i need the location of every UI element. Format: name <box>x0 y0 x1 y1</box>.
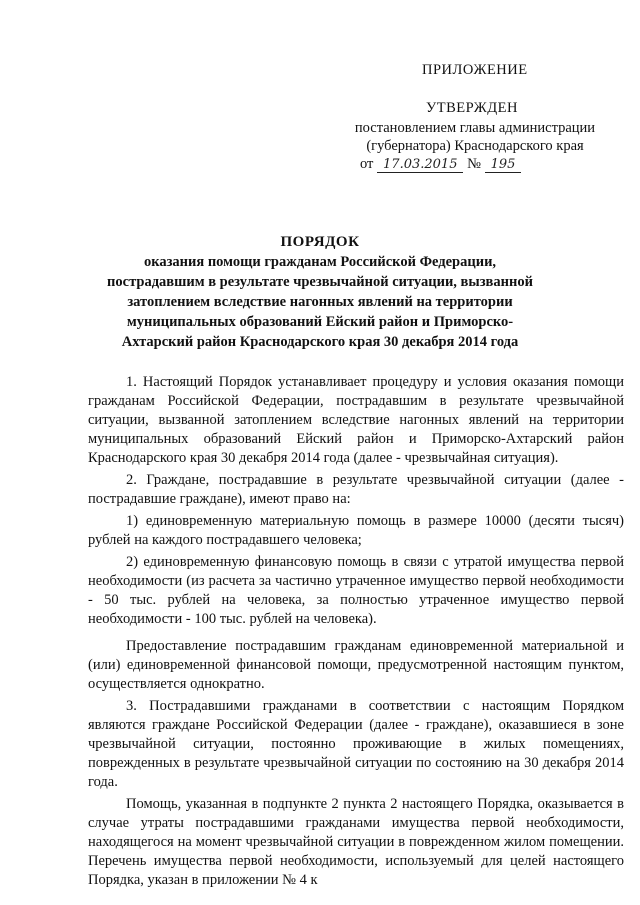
title-line-3: затоплением вследствие нагонных явлений на территории <box>127 294 513 310</box>
paragraph-2-note: Предоставление пострадавшим гражданам единовременной материальной и (или) единовременной финансовой помощи, предусмотренной настоящим пунктом, осуществляется однократно. <box>88 638 624 692</box>
approval-line-1: постановлением главы администрации <box>354 120 596 136</box>
paragraph-2: 2. Граждане, пострадавшие в результате чрезвычайной ситуации (далее - пострадавшие граждане), имеют право на: <box>88 472 624 507</box>
appendix-label: ПРИЛОЖЕНИЕ <box>422 62 528 78</box>
paragraph-1: 1. Настоящий Порядок устанавливает процедуру и условия оказания помощи гражданам Российской Федерации, пострадавшим в результате чрезвычайной ситуации, вызванной затоплением вследствие нагонных явлений на территории муниципальных образований Ейский район и Приморско-Ахтарский район Краснодарского края 30 декабря 2014 года (далее - чрезвычайная ситуация). <box>88 374 624 466</box>
handwritten-date: 17.03.2015 <box>377 157 463 173</box>
number-prefix: № <box>467 156 481 172</box>
title-line-5: Ахтарский район Краснодарского края 30 декабря 2014 года <box>121 334 519 350</box>
approved-label: УТВЕРЖДЕН <box>426 100 518 116</box>
title-main: ПОРЯДОК <box>280 234 360 250</box>
title-line-2: пострадавшим в результате чрезвычайной ситуации, вызванной <box>107 274 533 290</box>
paragraph-3: 3. Пострадавшими гражданами в соответствии с настоящим Порядком являются граждане Российской Федерации (далее - граждане), оказавшиеся в зоне чрезвычайной ситуации, постоянно проживающие в жилых помещениях, поврежденных в результате чрезвычайной ситуации по состоянию на 30 декабря 2014 года. <box>88 698 624 790</box>
document-title <box>90 232 550 352</box>
paragraph-2-sub-2: 2) единовременную финансовую помощь в связи с утратой имущества первой необходимости (из расчета за частично утраченное имущество первой необходимости - 50 тыс. рублей на человека, за полностью утраченное имущество первой необходимости - 100 тыс. рублей на человека). <box>88 554 624 627</box>
date-prefix: от <box>360 156 374 172</box>
title-line-1: оказания помощи гражданам Российской Федерации, <box>143 254 497 270</box>
document-body <box>88 373 624 893</box>
title-line-4: муниципальных образований Ейский район и Приморско- <box>126 314 514 330</box>
paragraph-2-sub-1: 1) единовременную материальную помощь в размере 10000 (десяти тысяч) рублей на каждого пострадавшего человека; <box>88 513 624 548</box>
approval-line-2: (губернатора) Краснодарского края <box>366 138 584 154</box>
paragraph-3-note: Помощь, указанная в подпункте 2 пункта 2 настоящего Порядка, оказывается в случае утраты пострадавшими гражданами имущества первой необходимости, находящегося на момент чрезвычайной ситуации в поврежденном жилом помещении. Перечень имущества первой необходимости, используемый для целей настоящего Порядка, указан в приложении № 4 к <box>88 796 624 888</box>
approval-date-line <box>360 156 521 173</box>
handwritten-number: 195 <box>485 157 522 173</box>
